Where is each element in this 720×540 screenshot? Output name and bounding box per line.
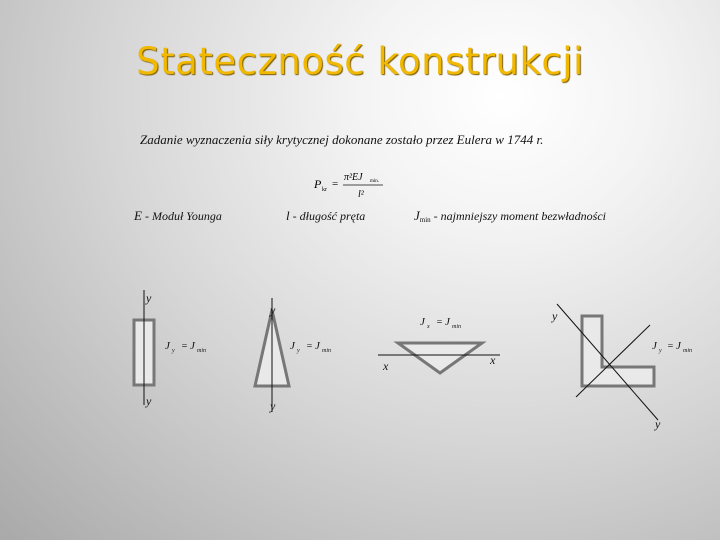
equation-lhs: J bbox=[420, 316, 425, 328]
formula-lhs: P bbox=[314, 177, 322, 191]
equation-lhs: J bbox=[290, 340, 295, 352]
equation-eq: = bbox=[436, 317, 443, 328]
axis-label-top: y bbox=[552, 309, 558, 323]
equation-rhs: J bbox=[676, 340, 681, 352]
angle-section bbox=[582, 316, 654, 386]
figure-triangle-vertical bbox=[255, 298, 331, 413]
formula-denominator: l² bbox=[358, 189, 364, 200]
legend-text: - najmniejszy moment bezwładności bbox=[433, 209, 606, 223]
page-title: Stateczność konstrukcji bbox=[136, 40, 584, 83]
equation-lhs-sub: y bbox=[297, 348, 300, 354]
legend-symbol: l bbox=[286, 208, 290, 223]
legend-symbol-sub: min bbox=[419, 216, 431, 224]
y-axis-line bbox=[557, 304, 658, 420]
legend-symbol: J bbox=[414, 208, 420, 223]
axis-label-left: x bbox=[383, 359, 389, 373]
equation-lhs-sub: x bbox=[427, 324, 430, 330]
legend-symbol: E bbox=[134, 208, 142, 223]
equation-eq: = bbox=[181, 341, 188, 352]
formula-numerator: π²EJ bbox=[344, 172, 363, 183]
formula-numerator-sub: min. bbox=[370, 179, 380, 184]
axis-label-bottom: y bbox=[146, 394, 152, 408]
equation-rhs-sub: min bbox=[452, 324, 461, 330]
formula-eq: = bbox=[332, 178, 339, 190]
equation-lhs: J bbox=[165, 340, 170, 352]
subtitle-text: Zadanie wyznaczenia siły krytycznej dokonane zostało przez Eulera w 1744 r. bbox=[140, 132, 544, 147]
equation-rhs-sub: min bbox=[197, 348, 206, 354]
axis-label-bottom: y bbox=[655, 417, 661, 431]
triangle-section bbox=[398, 343, 482, 373]
equation-lhs-sub: y bbox=[172, 348, 175, 354]
equation-rhs: J bbox=[445, 316, 450, 328]
axis-label-top: y bbox=[270, 303, 276, 317]
figure-triangle-horizontal bbox=[378, 316, 500, 373]
axis-label-right: x bbox=[490, 353, 496, 367]
figure-angle-section bbox=[551, 304, 692, 431]
equation-lhs: J bbox=[652, 340, 657, 352]
axis-label-top: y bbox=[146, 291, 152, 305]
equation-eq: = bbox=[306, 341, 313, 352]
equation-rhs: J bbox=[315, 340, 320, 352]
formula-lhs-sub: kr bbox=[322, 187, 327, 193]
equation-rhs-sub: min bbox=[683, 348, 692, 354]
figure-rectangle bbox=[134, 290, 206, 408]
legend-text: - długość pręta bbox=[292, 209, 366, 223]
equation-eq: = bbox=[667, 341, 674, 352]
legend-text: - Moduł Younga bbox=[144, 209, 222, 223]
equation-rhs: J bbox=[190, 340, 195, 352]
axis-label-bottom: y bbox=[270, 399, 276, 413]
equation-lhs-sub: y bbox=[659, 348, 662, 354]
equation-rhs-sub: min bbox=[322, 348, 331, 354]
